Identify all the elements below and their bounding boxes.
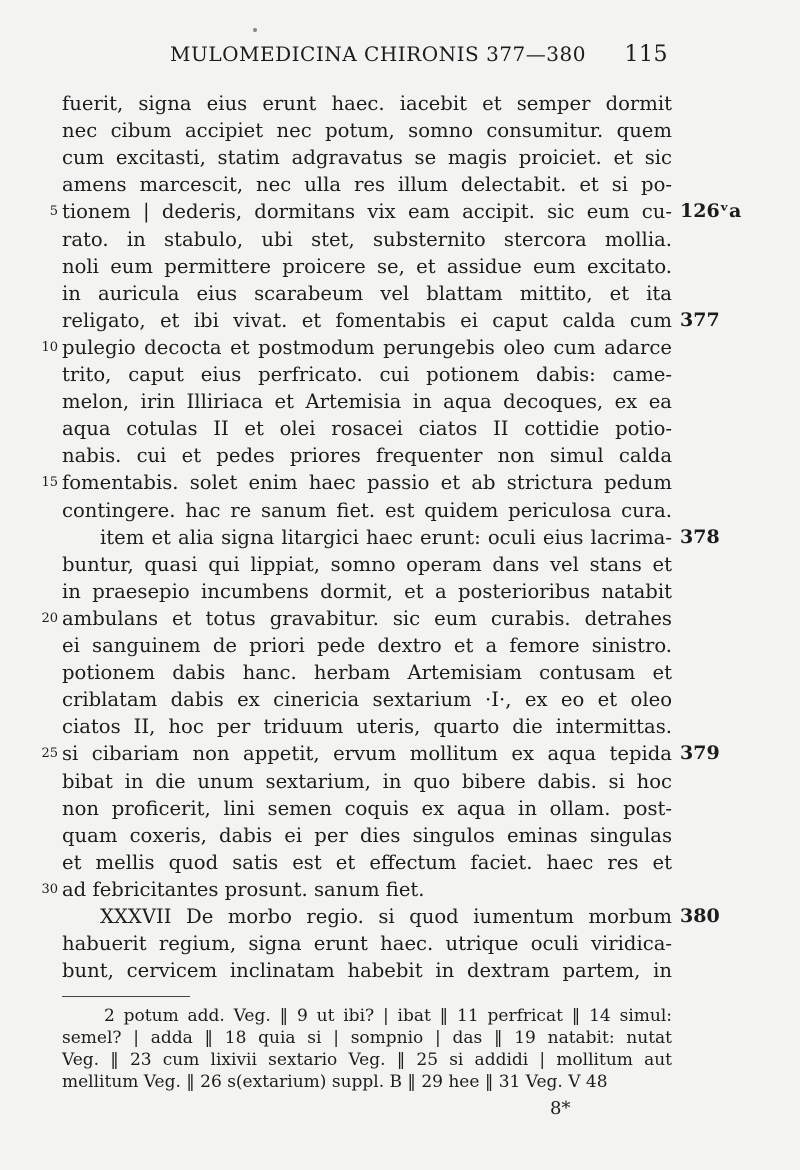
footnote-rule — [62, 996, 190, 997]
footnote-line: 2 potum add. Veg. ‖ 9 ut ibi? | ibat ‖ 11 perfricat ‖ 14 simul: — [104, 1006, 672, 1026]
text-line: non proficerit, lini semen coquis ex aqua in ollam. post- — [62, 796, 672, 820]
text-line: criblatam dabis ex cinericia sextarium ·I·, ex eo et oleo — [62, 688, 672, 712]
text-line: cum excitasti, statim adgravatus se magis proiciet. et sic — [62, 146, 672, 170]
page-speck — [253, 28, 257, 32]
text-line: aqua cotulas II et olei rosacei ciatos II cottidie potio- — [62, 417, 672, 441]
text-line: nec cibum accipiet nec potum, somno consumitur. quem — [62, 119, 672, 143]
line-number: 10 — [41, 339, 58, 355]
text-line: noli eum permittere proicere se, et assidue eum excitato. — [62, 254, 672, 278]
line-number: 20 — [41, 610, 58, 626]
text-line: nabis. cui et pedes priores frequenter non simul calda — [62, 444, 672, 468]
text-line: quam coxeris, dabis ei per dies singulos eminas singulas — [62, 823, 672, 847]
text-line: fuerit, signa eius erunt haec. iacebit et semper dormit — [62, 92, 672, 115]
text-line: fomentabis. solet enim haec passio et ab strictura pedum — [62, 471, 672, 495]
margin-reference: 126ᵛa — [680, 200, 742, 223]
text-line: tionem | dederis, dormitans vix eam accipit. sic eum cu- — [62, 200, 672, 224]
text-line: buntur, quasi qui lippiat, somno operam dans vel stans et — [62, 552, 672, 576]
text-line: amens marcescit, nec ulla res illum delectabit. et si po- — [62, 173, 672, 197]
footnote-line: Veg. ‖ 23 cum lixivii sextario Veg. ‖ 25 si addidi | mollitum aut — [62, 1050, 672, 1070]
text-line: contingere. hac re sanum fiet. est quidem periculosa cura. — [62, 498, 672, 522]
text-line: potionem dabis hanc. herbam Artemisiam contusam et — [62, 661, 672, 685]
line-number: 5 — [49, 204, 58, 220]
text-line: in auricula eius scarabeum vel blattam mittito, et ita — [62, 281, 672, 305]
margin-reference: 378 — [680, 525, 720, 548]
margin-reference: 377 — [680, 308, 720, 331]
text-line: et mellis quod satis est et effectum faciet. haec res et — [62, 850, 672, 874]
signature-mark: 8* — [550, 1098, 571, 1119]
text-line: item et alia signa litargici haec erunt: oculi eius lacrima- — [100, 525, 672, 549]
text-line: habuerit regium, signa erunt haec. utrique oculi viridica- — [62, 932, 672, 956]
text-line: XXXVII De morbo regio. si quod iumentum morbum — [100, 905, 672, 928]
text-line: bunt, cervicem inclinatam habebit in dextram partem, in — [62, 959, 672, 983]
footnote-line: semel? | adda ‖ 18 quia si | sompnio | das ‖ 19 natabit: nutat — [62, 1028, 672, 1048]
text-line: ciatos II, hoc per triduum uteris, quarto die intermittas. — [62, 715, 672, 739]
text-line: ad febricitantes prosunt. sanum fiet. — [62, 877, 425, 901]
text-line: in praesepio incumbens dormit, et a posterioribus natabit — [62, 579, 672, 603]
line-number: 25 — [41, 746, 58, 762]
text-line: ambulans et totus gravabitur. sic eum curabis. detrahes — [62, 606, 672, 630]
line-number: 15 — [41, 475, 58, 491]
line-number: 30 — [41, 881, 58, 897]
margin-reference: 379 — [680, 742, 720, 765]
text-line: bibat in die unum sextarium, in quo bibere dabis. si hoc — [62, 769, 672, 793]
text-line: religato, et ibi vivat. et fomentabis ei caput calda cum — [62, 308, 672, 332]
text-line: rato. in stabulo, ubi stet, substernito stercora mollia. — [62, 227, 672, 251]
footnote-line: mellitum Veg. ‖ 26 s(extarium) suppl. B ‖ 29 hee ‖ 31 Veg. V 48 — [62, 1072, 608, 1092]
text-line: trito, caput eius perfricato. cui potionem dabis: came- — [62, 363, 672, 386]
text-line: ei sanguinem de priori pede dextro et a femore sinistro. — [62, 634, 672, 657]
text-line: si cibariam non appetit, ervum mollitum ex aqua tepida — [62, 742, 672, 766]
text-line: melon, irin Illiriaca et Artemisia in aqua decoques, ex ea — [62, 390, 672, 414]
page-number: 115 — [624, 42, 668, 67]
text-line: pulegio decocta et postmodum perungebis oleo cum adarce — [62, 335, 672, 359]
margin-reference: 380 — [680, 905, 720, 927]
running-head-title: MULOMEDICINA CHIRONIS 377—380 — [170, 42, 586, 66]
